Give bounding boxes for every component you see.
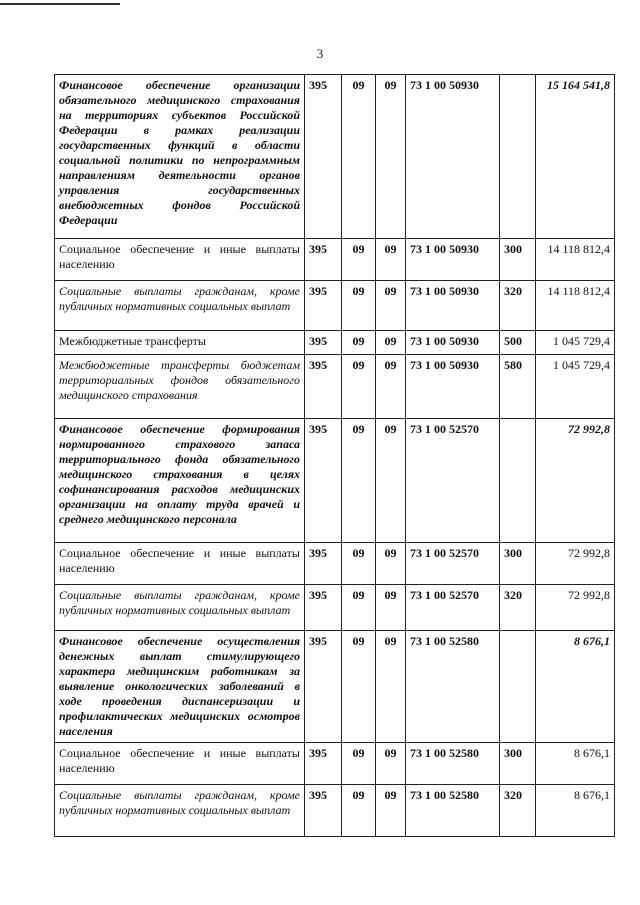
target-article-code: 73 1 00 52580 (406, 631, 500, 743)
table-row (55, 331, 615, 355)
row-name: Социальные выплаты гражданам, кроме публичных нормативных социальных выплат (55, 585, 305, 631)
row-name: Социальное обеспечение и иные выплаты населению (55, 239, 305, 281)
ministry-code: 395 (305, 585, 342, 631)
row-name: Финансовое обеспечение организации обязательного медицинского страхования на территориях субъектов Российской Федерации в рамках реализации государственных функций в области социальной политики по непрограммным направлениям деятельности органов управления государственных внебюджетных фондов Российской Федерации (55, 75, 305, 239)
section-code: 09 (342, 239, 376, 281)
ministry-code: 395 (305, 75, 342, 239)
section-code: 09 (342, 631, 376, 743)
ministry-code: 395 (305, 281, 342, 331)
table-row (55, 543, 615, 585)
subsection-code: 09 (376, 585, 406, 631)
section-code: 09 (342, 785, 376, 837)
expense-type-code: 300 (500, 743, 536, 785)
section-code: 09 (342, 281, 376, 331)
expense-type-code: 500 (500, 331, 536, 355)
subsection-code: 09 (376, 355, 406, 419)
budget-table (54, 74, 615, 837)
expense-type-code: 580 (500, 355, 536, 419)
subsection-code: 09 (376, 743, 406, 785)
table-row (55, 785, 615, 837)
section-code: 09 (342, 75, 376, 239)
subsection-code: 09 (376, 331, 406, 355)
amount: 72 992,8 (536, 543, 615, 585)
section-code: 09 (342, 543, 376, 585)
amount: 72 992,8 (536, 419, 615, 543)
amount: 1 045 729,4 (536, 355, 615, 419)
section-code: 09 (342, 585, 376, 631)
row-name: Социальные выплаты гражданам, кроме публичных нормативных социальных выплат (55, 281, 305, 331)
section-code: 09 (342, 419, 376, 543)
row-name: Финансовое обеспечение осуществления денежных выплат стимулирующего характера медицинским работникам за выявление онкологических заболеваний в ходе проведения диспансеризации и профилактических медицинских осмотров населения (55, 631, 305, 743)
row-name: Финансовое обеспечение формирования нормированного страхового запаса территориального фонда обязательного медицинского страхования в целях софинансирования расходов медицинских организации на оплату труда врачей и среднего медицинского персонала (55, 419, 305, 543)
expense-type-code: 320 (500, 281, 536, 331)
subsection-code: 09 (376, 239, 406, 281)
expense-type-code: 320 (500, 585, 536, 631)
page-number: 3 (316, 46, 324, 61)
amount: 14 118 812,4 (536, 239, 615, 281)
section-code: 09 (342, 355, 376, 419)
ministry-code: 395 (305, 355, 342, 419)
row-name: Межбюджетные трансферты бюджетам территориальных фондов обязательного медицинского страхования (55, 355, 305, 419)
amount: 1 045 729,4 (536, 331, 615, 355)
target-article-code: 73 1 00 50930 (406, 239, 500, 281)
amount: 8 676,1 (536, 785, 615, 837)
target-article-code: 73 1 00 52580 (406, 743, 500, 785)
ministry-code: 395 (305, 239, 342, 281)
target-article-code: 73 1 00 52570 (406, 419, 500, 543)
target-article-code: 73 1 00 52580 (406, 785, 500, 837)
row-name: Социальное обеспечение и иные выплаты населению (55, 743, 305, 785)
row-name: Межбюджетные трансферты (55, 331, 305, 355)
subsection-code: 09 (376, 281, 406, 331)
table-row (55, 631, 615, 743)
subsection-code: 09 (376, 631, 406, 743)
target-article-code: 73 1 00 52570 (406, 585, 500, 631)
table-row (55, 239, 615, 281)
ministry-code: 395 (305, 631, 342, 743)
table-row (55, 75, 615, 239)
ministry-code: 395 (305, 743, 342, 785)
ministry-code: 395 (305, 331, 342, 355)
section-code: 09 (342, 743, 376, 785)
row-name: Социальное обеспечение и иные выплаты населению (55, 543, 305, 585)
ministry-code: 395 (305, 785, 342, 837)
expense-type-code: 300 (500, 239, 536, 281)
target-article-code: 73 1 00 50930 (406, 75, 500, 239)
amount: 8 676,1 (536, 631, 615, 743)
amount: 8 676,1 (536, 743, 615, 785)
budget-table-body (55, 75, 615, 837)
table-row (55, 355, 615, 419)
expense-type-code (500, 631, 536, 743)
amount: 15 164 541,8 (536, 75, 615, 239)
amount: 72 992,8 (536, 585, 615, 631)
target-article-code: 73 1 00 50930 (406, 281, 500, 331)
section-code: 09 (342, 331, 376, 355)
amount: 14 118 812,4 (536, 281, 615, 331)
ministry-code: 395 (305, 419, 342, 543)
target-article-code: 73 1 00 50930 (406, 331, 500, 355)
expense-type-code (500, 75, 536, 239)
row-name: Социальные выплаты гражданам, кроме публичных нормативных социальных выплат (55, 785, 305, 837)
table-row (55, 281, 615, 331)
expense-type-code: 320 (500, 785, 536, 837)
table-row (55, 585, 615, 631)
target-article-code: 73 1 00 52570 (406, 543, 500, 585)
ministry-code: 395 (305, 543, 342, 585)
subsection-code: 09 (376, 785, 406, 837)
table-row (55, 419, 615, 543)
subsection-code: 09 (376, 543, 406, 585)
subsection-code: 09 (376, 75, 406, 239)
expense-type-code: 300 (500, 543, 536, 585)
top-rule (0, 3, 120, 5)
table-row (55, 743, 615, 785)
target-article-code: 73 1 00 50930 (406, 355, 500, 419)
subsection-code: 09 (376, 419, 406, 543)
expense-type-code (500, 419, 536, 543)
